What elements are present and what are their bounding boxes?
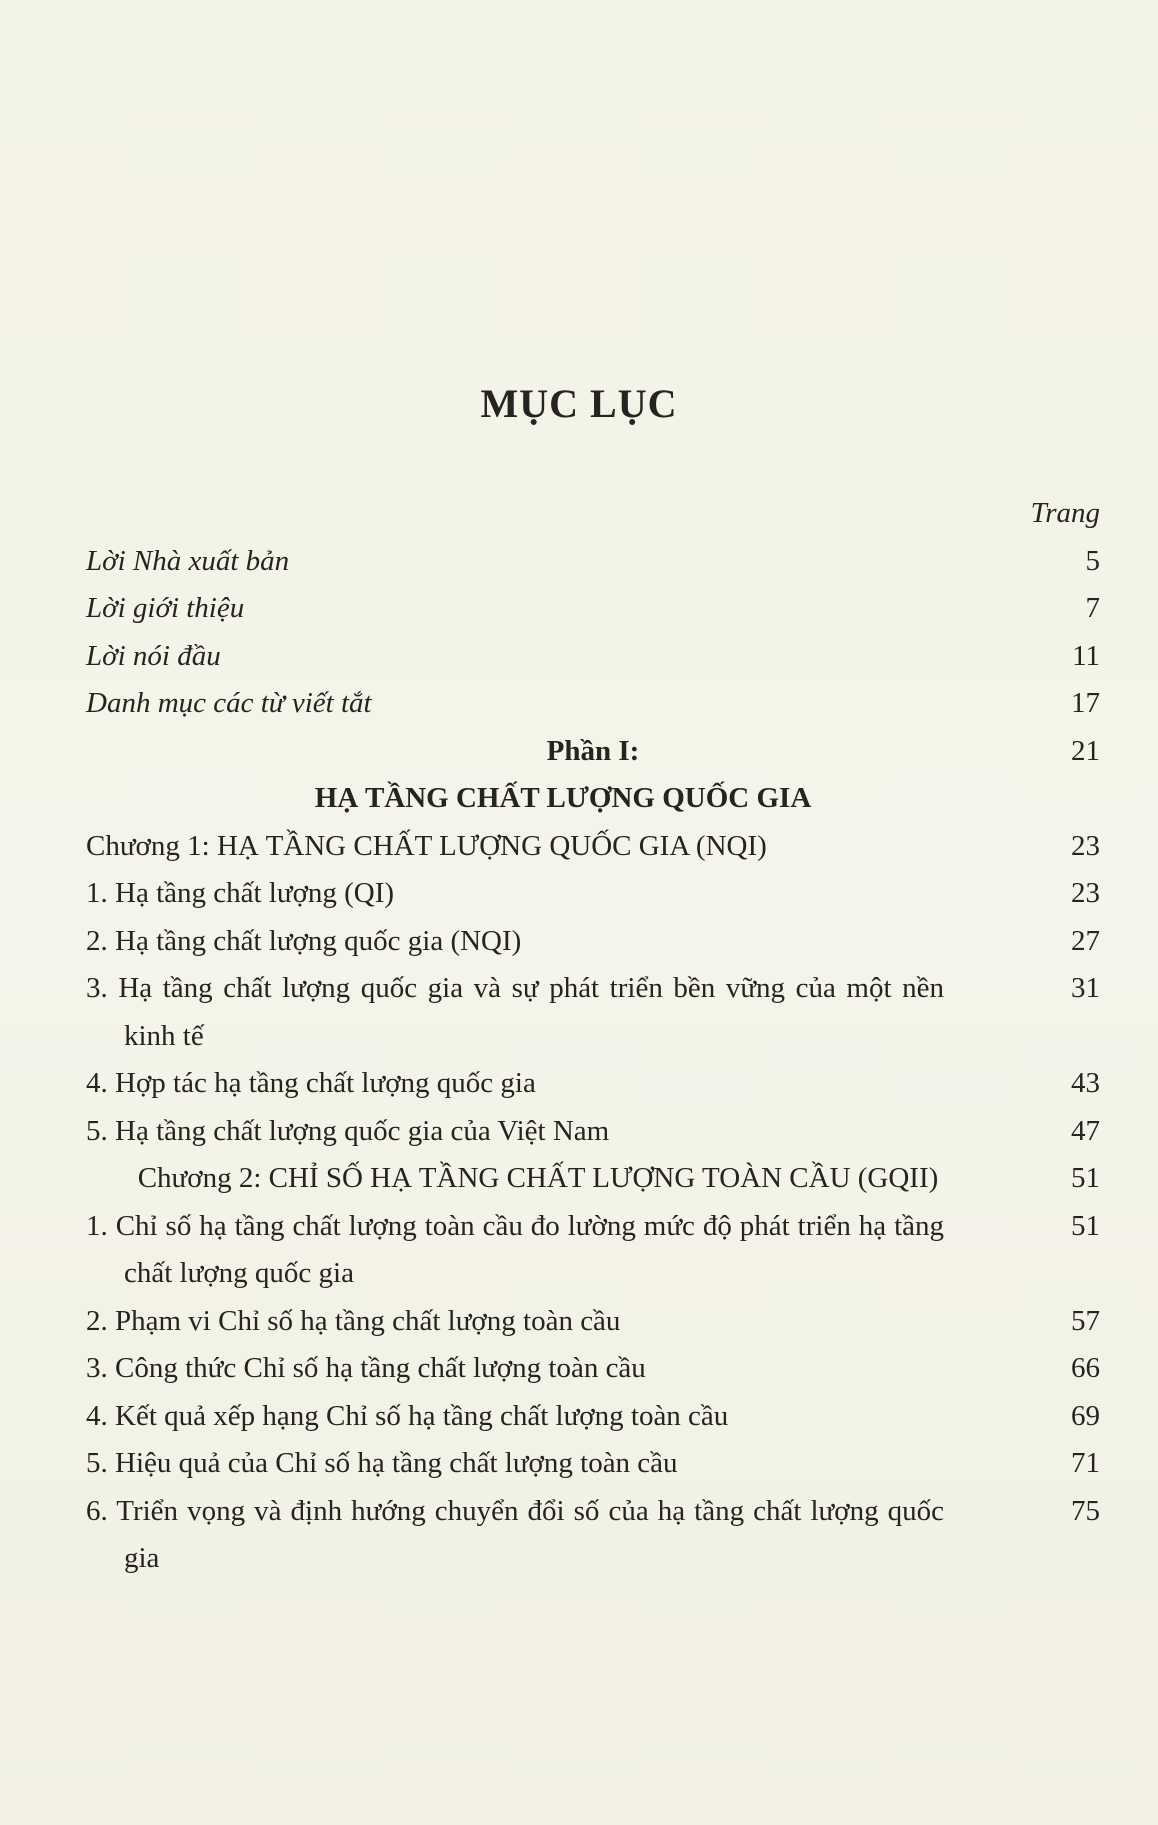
toc-entry-front-3[interactable] (86, 633, 1100, 681)
toc-entry-ch1-3[interactable] (86, 965, 1100, 1060)
toc-entry-page: 51 (1071, 1209, 1100, 1242)
toc-entry-label: Lời giới thiệu (86, 592, 245, 624)
table-of-contents (86, 490, 1100, 1583)
toc-entry-label: Lời Nhà xuất bản (86, 544, 290, 577)
toc-entry-page: 27 (1071, 924, 1100, 957)
part-subtitle: HẠ TẦNG CHẤT LƯỢNG QUỐC GIA (314, 782, 812, 814)
part-page: 21 (1071, 734, 1100, 767)
chapter-label: Chương 2: CHỈ SỐ HẠ TẦNG CHẤT LƯỢNG TOÀN CẦU (GQII) (137, 1162, 939, 1194)
toc-entry-label: 1. Hạ tầng chất lượng (QI) (86, 877, 395, 909)
toc-entry-page: 17 (1071, 687, 1100, 719)
toc-entry-ch2-4[interactable] (86, 1393, 1100, 1441)
toc-entry-page: 66 (1071, 1352, 1100, 1384)
toc-entry-label: 1. Chỉ số hạ tầng chất lượng toàn cầu đo lường mức độ phát triển hạ tầng chất lượng quốc gia (86, 1209, 944, 1289)
toc-entry-ch2-1[interactable] (86, 1203, 1100, 1298)
toc-entry-ch1-2[interactable] (86, 918, 1100, 966)
toc-entry-ch1-4[interactable] (86, 1060, 1100, 1108)
page-column-label: Trang (1030, 497, 1100, 529)
toc-entry-label: Danh mục các từ viết tắt (86, 687, 372, 719)
toc-entry-label: 2. Hạ tầng chất lượng quốc gia (NQI) (86, 924, 522, 957)
toc-entry-page: 47 (1071, 1114, 1100, 1147)
toc-entry-ch1-1[interactable] (86, 870, 1100, 918)
toc-entry-front-4[interactable] (86, 680, 1100, 728)
toc-chapter-1[interactable] (86, 823, 1100, 871)
toc-chapter-2[interactable] (86, 1155, 1100, 1203)
part-label: Phần I: (546, 734, 640, 767)
toc-entry-page: 71 (1071, 1447, 1100, 1479)
chapter-page: 23 (1071, 829, 1100, 862)
toc-entry-ch2-5[interactable] (86, 1440, 1100, 1488)
page-title: MỤC LỤC (480, 381, 678, 426)
toc-entry-page: 31 (1071, 972, 1100, 1004)
toc-entry-label: 3. Công thức Chỉ số hạ tầng chất lượng toàn cầu (86, 1352, 646, 1384)
toc-entry-label: 6. Triển vọng và định hướng chuyển đổi số của hạ tầng chất lượng quốc gia (86, 1494, 944, 1574)
toc-entry-ch2-3[interactable] (86, 1345, 1100, 1393)
toc-entry-page: 43 (1071, 1067, 1100, 1099)
toc-entry-ch2-6[interactable] (86, 1488, 1100, 1583)
toc-part-1[interactable] (86, 728, 1100, 776)
chapter-page: 51 (1071, 1162, 1100, 1194)
toc-entry-page: 23 (1071, 877, 1100, 909)
toc-entry-label: 2. Phạm vi Chỉ số hạ tầng chất lượng toàn cầu (86, 1304, 621, 1337)
toc-entry-label: 4. Hợp tác hạ tầng chất lượng quốc gia (86, 1067, 536, 1099)
toc-entry-label: 4. Kết quả xếp hạng Chỉ số hạ tầng chất lượng toàn cầu (86, 1399, 729, 1432)
toc-entry-page: 75 (1071, 1494, 1100, 1527)
toc-entry-front-2[interactable] (86, 585, 1100, 633)
toc-entry-label: 5. Hiệu quả của Chỉ số hạ tầng chất lượng toàn cầu (86, 1447, 678, 1479)
chapter-label: Chương 1: HẠ TẦNG CHẤT LƯỢNG QUỐC GIA (NQI) (86, 829, 767, 862)
toc-entry-page: 7 (1085, 592, 1100, 624)
toc-entry-page: 5 (1085, 544, 1100, 577)
toc-entry-label: Lời nói đầu (86, 639, 221, 672)
toc-entry-label: 5. Hạ tầng chất lượng quốc gia của Việt Nam (86, 1114, 610, 1147)
toc-entry-ch1-5[interactable] (86, 1108, 1100, 1156)
toc-entry-ch2-2[interactable] (86, 1298, 1100, 1346)
toc-entry-page: 11 (1072, 639, 1100, 672)
toc-entry-page: 57 (1071, 1304, 1100, 1337)
toc-entry-front-1[interactable] (86, 538, 1100, 586)
toc-entry-page: 69 (1071, 1399, 1100, 1432)
toc-entry-label: 3. Hạ tầng chất lượng quốc gia và sự phát triển bền vững của một nền kinh tế (86, 972, 944, 1052)
